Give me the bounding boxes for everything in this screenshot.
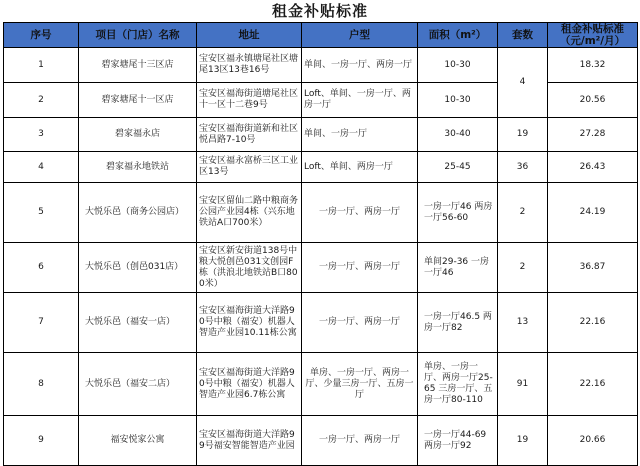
cell-address: 宝安区福海街道塘尾社区十一区十二巷9号 <box>197 83 302 118</box>
table-row <box>4 243 638 293</box>
cell-no: 3 <box>4 118 79 152</box>
table-row <box>4 118 638 152</box>
cell-type: Loft、单间、一房一厅、两房一厅 <box>302 83 418 118</box>
cell-type: 一房一厅、两房一厅 <box>302 243 418 293</box>
cell-project: 大悦乐邑（福安二店） <box>79 353 197 416</box>
cell-area: 一房一厅46 两房一厅56-60 <box>418 183 498 243</box>
cell-project: 碧家福永地铁站 <box>79 152 197 183</box>
cell-rooms: 19 <box>498 416 548 466</box>
cell-type: 单间、一房一厅、两房一厅 <box>302 48 418 83</box>
cell-area: 单房、一房一厅、两房一厅25-65 三房一厅、五房一厅80-110 <box>418 353 498 416</box>
cell-address: 宝安区留仙二路中粮商务公园产业园4栋（兴东地铁站A口700米） <box>197 183 302 243</box>
cell-address: 宝安区福永镇塘尾社区塘尾13区13巷16号 <box>197 48 302 83</box>
cell-subsidy: 27.28 <box>548 118 638 152</box>
header-type: 户型 <box>302 23 418 48</box>
cell-subsidy: 22.16 <box>548 293 638 353</box>
header-no: 序号 <box>4 23 79 48</box>
cell-address: 宝安区福永富桥三区工业区13号 <box>197 152 302 183</box>
cell-area: 10-30 <box>418 83 498 118</box>
cell-address: 宝安区福海街道大洋路99号福安智能智造产业园 <box>197 416 302 466</box>
table-row <box>4 353 638 416</box>
cell-type: 单房、一房一厅、两房一厅、少量三房一厅、五房一厅 <box>302 353 418 416</box>
cell-project: 大悦乐邑（商务公园店） <box>79 183 197 243</box>
cell-rooms: 13 <box>498 293 548 353</box>
cell-rooms: 91 <box>498 353 548 416</box>
table-row <box>4 416 638 466</box>
table-row <box>4 152 638 183</box>
cell-subsidy: 36.87 <box>548 243 638 293</box>
cell-area: 一房一厅46.5 两房一厅82 <box>418 293 498 353</box>
cell-no: 2 <box>4 83 79 118</box>
cell-type: 一房一厅、两房一厅 <box>302 183 418 243</box>
cell-project: 大悦乐邑（创邑031店） <box>79 243 197 293</box>
cell-no: 4 <box>4 152 79 183</box>
cell-project: 碧家福永店 <box>79 118 197 152</box>
cell-subsidy: 24.19 <box>548 183 638 243</box>
cell-area: 单间29-36 一房一厅46 <box>418 243 498 293</box>
header-area: 面积（m²） <box>418 23 498 48</box>
cell-subsidy: 26.43 <box>548 152 638 183</box>
header-subsidy: 租金补贴标准（元/m²/月） <box>548 23 638 48</box>
header-project: 项目（门店）名称 <box>79 23 197 48</box>
header-rooms: 套数 <box>498 23 548 48</box>
cell-rooms: 2 <box>498 243 548 293</box>
cell-type: Loft、单间、两房一厅 <box>302 152 418 183</box>
cell-rooms: 4 <box>498 48 548 118</box>
cell-area: 25-45 <box>418 152 498 183</box>
cell-rooms: 19 <box>498 118 548 152</box>
cell-type: 一房一厅、两房一厅 <box>302 293 418 353</box>
cell-rooms: 2 <box>498 183 548 243</box>
table-row <box>4 183 638 243</box>
page-title: 租金补贴标准 <box>271 2 368 20</box>
cell-address: 宝安区新安街道138号中粮大悦创邑031文创园F栋（洪浪北地铁站B口800米） <box>197 243 302 293</box>
cell-no: 1 <box>4 48 79 83</box>
cell-project: 碧家塘尾十一区店 <box>79 83 197 118</box>
cell-no: 7 <box>4 293 79 353</box>
cell-area: 30-40 <box>418 118 498 152</box>
cell-type: 单间、一房一厅 <box>302 118 418 152</box>
rent-subsidy-table <box>3 22 638 466</box>
cell-project: 福安悦家公寓 <box>79 416 197 466</box>
cell-rooms: 36 <box>498 152 548 183</box>
cell-address: 宝安区福海街道大洋路90号中粮（福安）机器人智造产业园6.7栋公寓 <box>197 353 302 416</box>
cell-address: 宝安区福海街道新和社区悦昌路7-10号 <box>197 118 302 152</box>
cell-area: 10-30 <box>418 48 498 83</box>
table-row <box>4 48 638 83</box>
cell-project: 碧家塘尾十三区店 <box>79 48 197 83</box>
cell-no: 8 <box>4 353 79 416</box>
cell-subsidy: 22.16 <box>548 353 638 416</box>
cell-subsidy: 20.66 <box>548 416 638 466</box>
cell-type: 一房一厅、两房一厅 <box>302 416 418 466</box>
cell-no: 9 <box>4 416 79 466</box>
header-row <box>4 23 638 48</box>
cell-subsidy: 18.32 <box>548 48 638 83</box>
cell-no: 6 <box>4 243 79 293</box>
cell-area: 一房一厅44-69 两房一厅92 <box>418 416 498 466</box>
cell-subsidy: 20.56 <box>548 83 638 118</box>
cell-no: 5 <box>4 183 79 243</box>
cell-address: 宝安区福海街道大洋路90号中粮（福安）机器人智造产业园10.11栋公寓 <box>197 293 302 353</box>
table-row <box>4 293 638 353</box>
cell-project: 大悦乐邑（福安一店） <box>79 293 197 353</box>
header-address: 地址 <box>197 23 302 48</box>
